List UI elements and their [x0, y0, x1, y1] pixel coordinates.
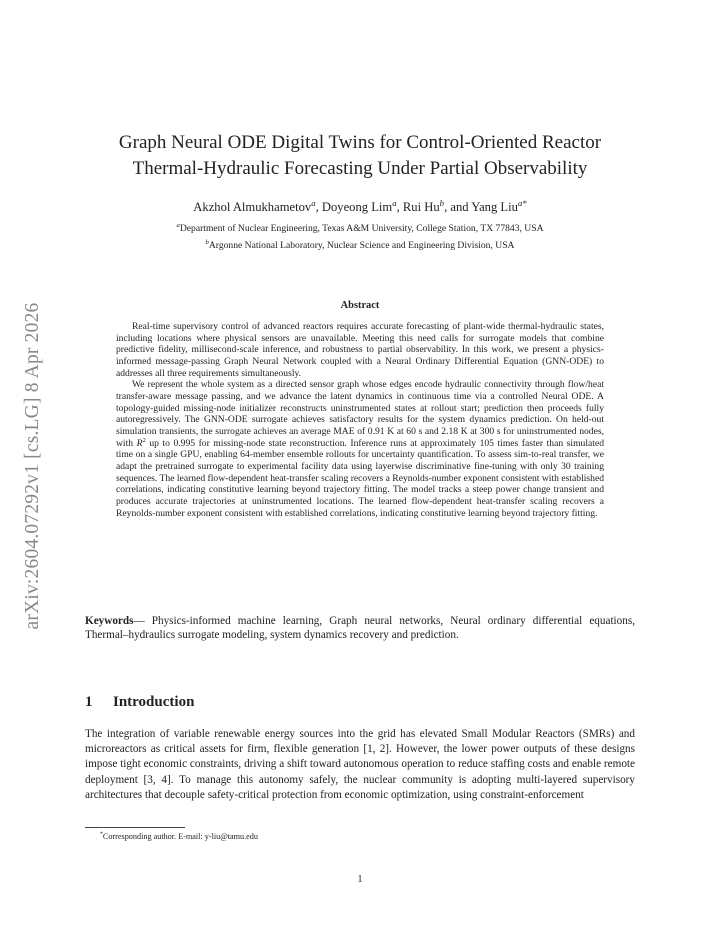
- affiliation-a: $^a$Department of Nuclear Engineering, Texas A&M University, College Station, TX 77843, USA: [176, 221, 544, 234]
- footnote: *Corresponding author. E-mail: y-liu@tamu.edu: [100, 831, 258, 841]
- abstract-paragraph-1: Real-time supervisory control of advanced reactors requires accurate forecasting of plant-wide thermal-hydraulic states, including locations where physical sensors are unavailable. Meeting this need calls for surrogate models that combine predictive fidelity, millisecond-scale inference, and robustness to partial observability. In this work, we present a physics-informed message-passing Graph Neural Network coupled with a Neural Ordinary Differential Equation (GNN-ODE) to addresses all three requirements simultaneously.: [116, 321, 604, 379]
- keywords-label: Keywords: [85, 615, 134, 627]
- section-number: 1: [85, 694, 93, 710]
- author-list: Akzhol Almukhametov$^a$, Doyeong Lim$^a$, Rui Hu$^b$, and Yang Liu$^{a*}$: [193, 197, 527, 214]
- abstract-heading: Abstract: [340, 300, 380, 311]
- arxiv-stamp: arXiv:2604.07292v1 [cs.LG] 8 Apr 2026: [22, 302, 43, 630]
- section-heading-introduction: [85, 694, 194, 711]
- introduction-paragraph: The integration of variable renewable energy sources into the grid has elevated Small Modular Reactors (SMRs) and microreactors as critical assets for firm, flexible generation [1, 2]. However, the lower power outputs of these designs impose tight economic constraints, driving a shift toward autonomous operation to reduce staffing costs and enable remote deployment [3, 4]. To manage this autonomy safely, the nuclear community is adopting multi-layered supervisory architectures that decouple safety-critical protection from economic optimization, using constraint-enforcement: [85, 728, 635, 801]
- section-title: Introduction: [113, 694, 195, 710]
- author: Doyeong Lim$^a$: [321, 197, 397, 214]
- affiliation-b: $^b$Argonne National Laboratory, Nuclear Science and Engineering Division, USA: [205, 238, 515, 251]
- author: Akzhol Almukhametov$^a$: [193, 197, 316, 214]
- keywords-text: — Physics-informed machine learning, Graph neural networks, Neural ordinary differential equations, Thermal–hydraulics surrogate modeling, system dynamics recovery and prediction.: [85, 615, 635, 641]
- keywords: [85, 614, 635, 642]
- title-line-1: Graph Neural ODE Digital Twins for Control-Oriented Reactor: [118, 132, 602, 153]
- page-number: 1: [357, 874, 363, 885]
- author: Yang Liu$^{a*}$: [471, 197, 527, 214]
- abstract-body: [116, 321, 604, 519]
- title-line-2: Thermal-Hydraulic Forecasting Under Partial Observability: [132, 158, 588, 179]
- author: Rui Hu$^b$: [402, 197, 445, 214]
- footnote-rule: [85, 827, 185, 828]
- paper-title: [85, 130, 635, 182]
- abstract-paragraph-2: We represent the whole system as a directed sensor graph whose edges encode hydraulic connectivity through flow/heat transfer-aware message passing, and we advance the latent dynamics in continuous time via a controlled Neural ODE. A topology-guided missing-node initializer reconstructs uninstrumented states at rollout start; prediction then proceeds fully autoregressively. The GNN-ODE surrogate achieves satisfactory results for the system dynamics prediction. On held-out simulation transients, the surrogate achieves an average MAE of 0.91 K at 60 s and 2.18 K at 300 s for uninstrumented nodes, with $R^2$ up to 0.995 for missing-node state reconstruction. Inference runs at approximately 105 times faster than simulated time on a single GPU, enabling 64-member ensemble rollouts for uncertainty quantification. To assess sim-to-real transfer, we adapt the pretrained surrogate to experimental facility data using layerwise discriminative fine-tuning with only 30 training sequences. The learned flow-dependent heat-transfer scaling recovers a Reynolds-number exponent consistent with established correlations, indicating constitutive learning beyond trajectory fitting. The model tracks a steep power change transient and produces accurate trajectories at uninstrumented locations. The learned flow-dependent heat-transfer scaling recovers a Reynolds-number exponent consistent with established correlations, indicating constitutive learning beyond trajectory fitting.: [116, 379, 604, 519]
